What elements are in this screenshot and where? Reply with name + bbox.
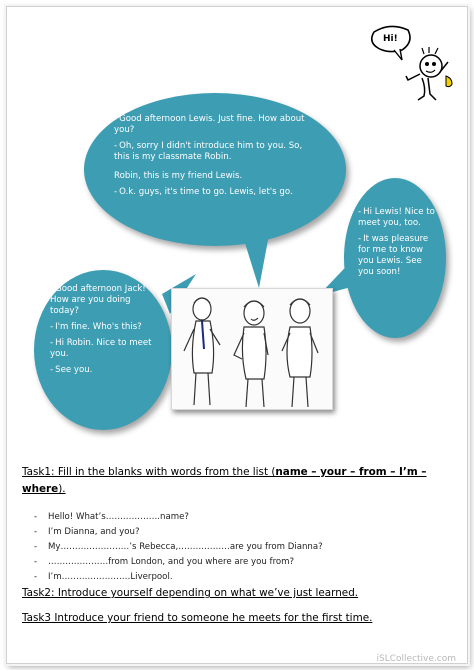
three-people-drawing <box>172 289 332 409</box>
task1-list <box>34 512 323 587</box>
bubble-line: - Good afternoon Jack! How are you doing today? <box>50 284 146 316</box>
list-item: - I’m Dianna, and you? <box>34 527 140 537</box>
task2-label: Task2: <box>22 587 55 599</box>
bubble-line: - Hi Robin. Nice to meet you. <box>50 338 152 359</box>
speech-bubble-right-text <box>358 207 436 283</box>
hi-cartoon-icon <box>368 22 458 104</box>
list-item: - I’m……………………Liverpool. <box>34 572 173 582</box>
task1-end: ). <box>58 483 66 495</box>
task2-heading <box>22 587 358 599</box>
task3-text: Introduce your friend to someone he meets for the first time. <box>51 612 373 624</box>
bubble-line: Robin, this is my friend Lewis. <box>114 171 243 181</box>
list-item: - My……………………’s Rebecca,………………are you from Dianna? <box>34 542 323 552</box>
bubble-line: - Good afternoon Lewis. Just fine. How about you? <box>114 114 305 135</box>
bubble-line: - Hi Lewis! Nice to meet you, too. <box>358 207 435 228</box>
bubble-line: - I'm fine. Who's this? <box>50 322 142 332</box>
task1-heading <box>22 464 452 498</box>
list-item: - …………………from London, and you where are you from? <box>34 557 295 567</box>
task3-label: Task3 <box>22 612 52 624</box>
bubble-line: - Oh, sorry I didn't introduce him to you. So, this is my classmate Robin. <box>114 141 303 162</box>
speech-bubble-left-text <box>50 284 162 381</box>
task1-text: Fill in the blanks with words from the list ( <box>54 466 276 478</box>
speech-bubble-top-text <box>114 114 320 203</box>
bubble-line: - See you. <box>50 365 93 375</box>
list-item: - Hello! What’s……………….name? <box>34 512 189 522</box>
bubble-line: - O.k. guys, it's time to go. Lewis, let's go. <box>114 187 293 197</box>
task3-heading <box>22 612 372 624</box>
task1-word-list: name – your – from – I’m – where <box>22 466 427 495</box>
conversation-illustration <box>171 288 333 410</box>
task2-text: Introduce yourself depending on what we’ve just learned. <box>54 587 359 599</box>
hi-sign-label: Hi! <box>383 34 398 44</box>
speech-bubble-top-tail <box>235 222 275 290</box>
bubble-line: - It was pleasure for me to know you Lewis. See you soon! <box>358 234 429 277</box>
watermark: iSLCollective.com <box>376 654 456 664</box>
task1-label: Task1: <box>22 466 55 478</box>
